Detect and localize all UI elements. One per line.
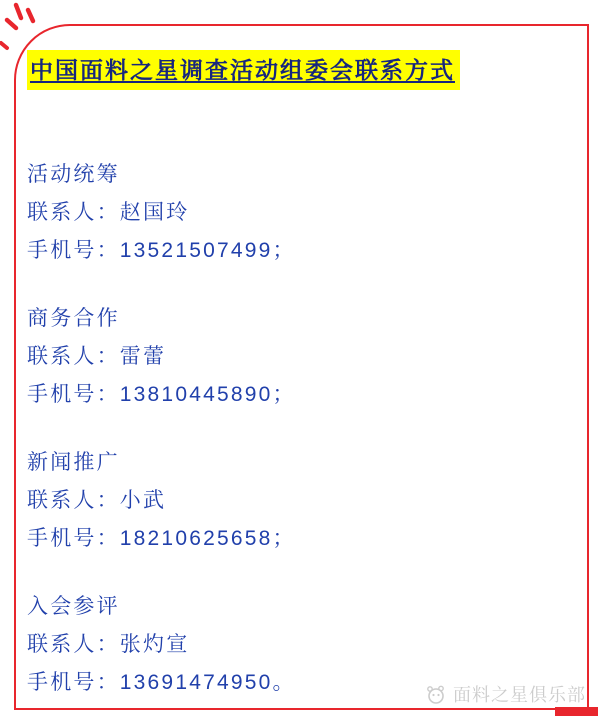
section-role: 新闻推广 [27,451,120,474]
section-phone: 手机号：13691474950。 [27,671,296,694]
title-row [27,50,572,90]
section-phone: 手机号：13810445890； [27,383,296,406]
section-role: 活动统筹 [27,163,120,186]
section-phone: 手机号：13521507499； [27,239,296,262]
section-role: 商务合作 [27,307,120,330]
watermark [424,681,586,707]
club-mascot-icon [424,682,448,706]
section-contact: 联系人：张灼宣 [27,633,190,656]
section-role: 入会参评 [27,595,120,618]
section-activity-coordination [27,156,572,270]
section-phone: 手机号：18210625658； [27,527,296,550]
contact-list [27,50,572,702]
section-news-promotion [27,444,572,558]
watermark-label: 面料之星俱乐部 [453,685,586,705]
page-title: 中国面料之星调查活动组委会联系方式 [27,50,460,90]
section-contact: 联系人：赵国玲 [27,201,190,224]
contact-sections [27,156,572,702]
section-contact: 联系人：雷蕾 [27,345,167,368]
section-contact: 联系人：小武 [27,489,167,512]
section-business-cooperation [27,300,572,414]
frame-thick-corner-stroke [555,707,598,716]
